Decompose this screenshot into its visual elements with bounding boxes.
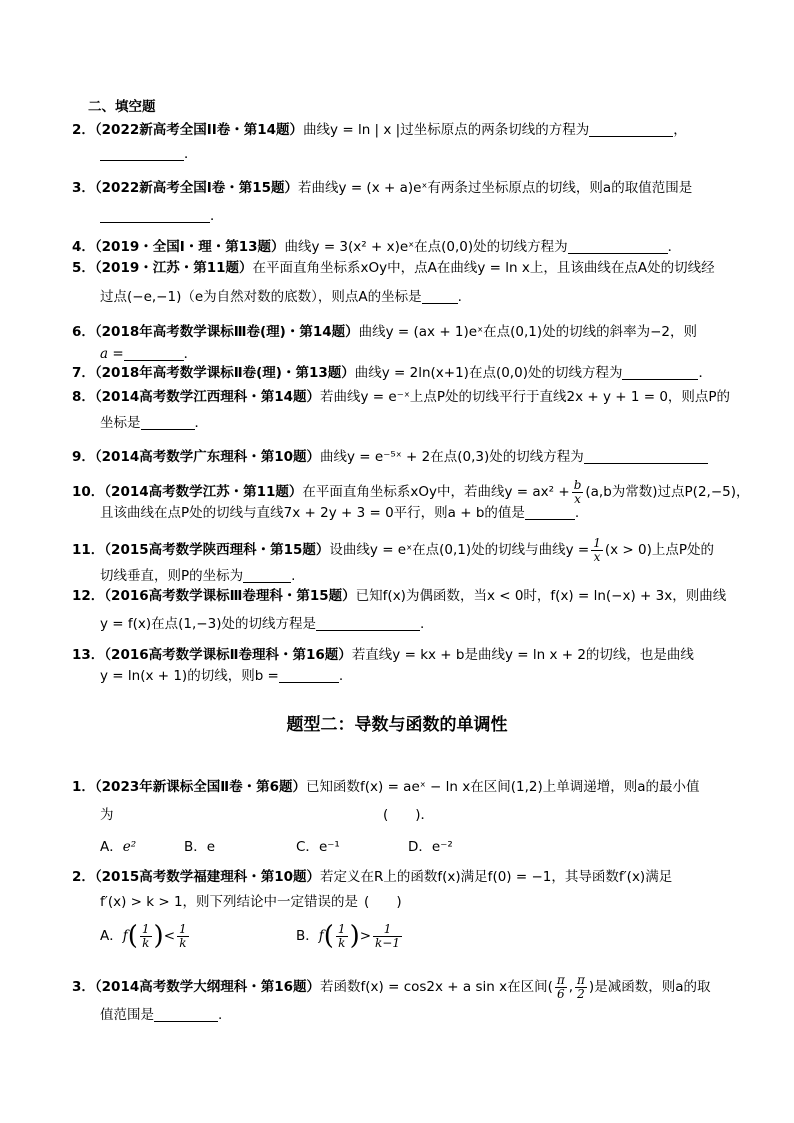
fill-q6: 6．（2018年高考数学课标Ⅲ卷(理)・第14题）曲线y = (ax + 1)eˣ在点(0,1)处的切线的斜率为−2，则 (72, 324, 697, 340)
fraction: $\frac{b}{x}$ (573, 477, 582, 506)
answer-blank[interactable] (316, 616, 420, 631)
answer-blank[interactable] (525, 505, 575, 520)
fill-q5: 5．（2019・江苏・第11题）在平面直角坐标系xOy中，点A在曲线y = ln x上，且该曲线在点A处的切线经 (72, 260, 715, 276)
fill-q8: 8．（2014高考数学江西理科・第14题）若曲线y = e⁻ˣ上点P处的切线平行于直线2x + y + 1 = 0，则点P的 (72, 389, 731, 405)
fraction: $\frac{1}{x}$ (593, 535, 601, 564)
section-fill-heading: 二、填空题 (88, 99, 156, 115)
answer-blank[interactable] (422, 289, 458, 304)
section-title: 题型二：导数与函数的单调性 (286, 715, 508, 735)
answer-blank[interactable] (124, 346, 184, 361)
answer-blank[interactable] (243, 568, 291, 583)
fill-q10: 10．（2014高考数学江苏・第11题）在平面直角坐标系xOy中，若曲线y = ax² + $\frac{b}{x}$ (a,b为常数)过点P(2,−5)， (72, 477, 750, 506)
fill-q5-cont: 过点(−e,−1)（e为自然对数的底数），则点A的坐标是 . (100, 289, 462, 305)
option-a[interactable]: A．e² (100, 839, 137, 855)
fill-q13: 13．（2016高考数学课标Ⅱ卷理科・第16题）若直线y = kx + b是曲线y = ln x + 2的切线，也是曲线 (72, 647, 694, 663)
option-a[interactable]: A．f( $\frac{1}{k}$ )< $\frac{1}{k}$ (100, 921, 187, 951)
option-b[interactable]: B．e (184, 839, 216, 855)
mono-q2: 2．（2015高考数学福建理科・第10题）若定义在R上的函数f(x)满足f(0) = −1，其导函数f′(x)满足 (72, 869, 673, 885)
mono-q1-cont: 为 (100, 807, 114, 823)
fill-q3: 3．（2022新高考全国I卷・第15题）若曲线y = (x + a)eˣ有两条过坐标原点的切线，则a的取值范围是 (72, 180, 693, 196)
fill-q7: 7．（2018年高考数学课标Ⅱ卷(理)・第13题）曲线y = 2ln(x+1)在点(0,0)处的切线方程为 ． (72, 365, 712, 381)
fill-q3-cont: ． (100, 207, 224, 225)
answer-blank[interactable] (100, 208, 210, 223)
answer-blank[interactable] (154, 1007, 218, 1022)
answer-blank[interactable] (100, 146, 184, 161)
option-c[interactable]: C．e⁻¹ (296, 839, 340, 855)
mono-q2-cont: f′(x) > k > 1，则下列结论中一定错误的是 ( ) (100, 894, 402, 910)
fill-q11: 11．（2015高考数学陕西理科・第15题）设曲线y = eˣ在点(0,1)处的切线与曲线y = $\frac{1}{x}$ (x > 0)上点P处的 (72, 535, 714, 564)
fill-q2: 2．（2022新高考全国II卷・第14题）曲线y = ln | x |过坐标原点的两条切线的方程为 ， (72, 122, 687, 138)
answer-blank[interactable] (279, 668, 339, 683)
fill-q13-cont: y = ln(x + 1)的切线，则b = . (100, 668, 344, 684)
fill-q11-cont: 切线垂直，则P的坐标为 . (100, 568, 296, 584)
answer-paren[interactable]: ( )． (383, 807, 435, 823)
answer-paren[interactable]: ( ) (364, 894, 402, 910)
fill-q9: 9．（2014高考数学广东理科・第10题）曲线y = e⁻⁵ˣ + 2在点(0,3)处的切线方程为 (72, 448, 708, 466)
mono-q3: 3．（2014高考数学大纲理科・第16题）若函数f(x) = cos2x + a sin x在区间( $\frac{\pi}{6}$ , $\frac{\pi}{2}$ )是减函数，则a的取 (72, 972, 711, 1001)
fill-q10-cont: 且该曲线在点P处的切线与直线7x + 2y + 3 = 0平行，则a + b的值是 . (100, 505, 580, 521)
fill-q12: 12．（2016高考数学课标Ⅲ卷理科・第15题）已知f(x)为偶函数，当x < 0时，f(x) = ln(−x) + 3x，则曲线 (72, 588, 727, 604)
answer-blank[interactable] (589, 122, 673, 137)
mono-q3-cont: 值范围是 . (100, 1007, 223, 1023)
fill-q12-cont: y = f(x)在点(1,−3)处的切线方程是 . (100, 616, 425, 632)
answer-blank[interactable] (568, 239, 668, 254)
fill-q2-cont: ． (100, 145, 198, 163)
mono-q1: 1．（2023年新课标全国Ⅱ卷・第6题）已知函数f(x) = aeˣ − ln x在区间(1,2)上单调递增，则a的最小值 (72, 779, 700, 795)
answer-blank[interactable] (622, 365, 698, 380)
fill-q8-cont: 坐标是 ． (100, 415, 208, 431)
answer-blank[interactable] (584, 449, 708, 464)
option-d[interactable]: D．e⁻² (408, 839, 453, 855)
answer-blank[interactable] (141, 415, 195, 430)
option-b[interactable]: B．f( $\frac{1}{k}$ )> $\frac{1}{k-1}$ (296, 921, 400, 951)
fill-q4: 4．（2019・全国Ⅰ・理・第13题）曲线y = 3(x² + x)eˣ在点(0,0)处的切线方程为 ． (72, 239, 682, 255)
fill-q6-cont: a = ． (100, 346, 198, 362)
